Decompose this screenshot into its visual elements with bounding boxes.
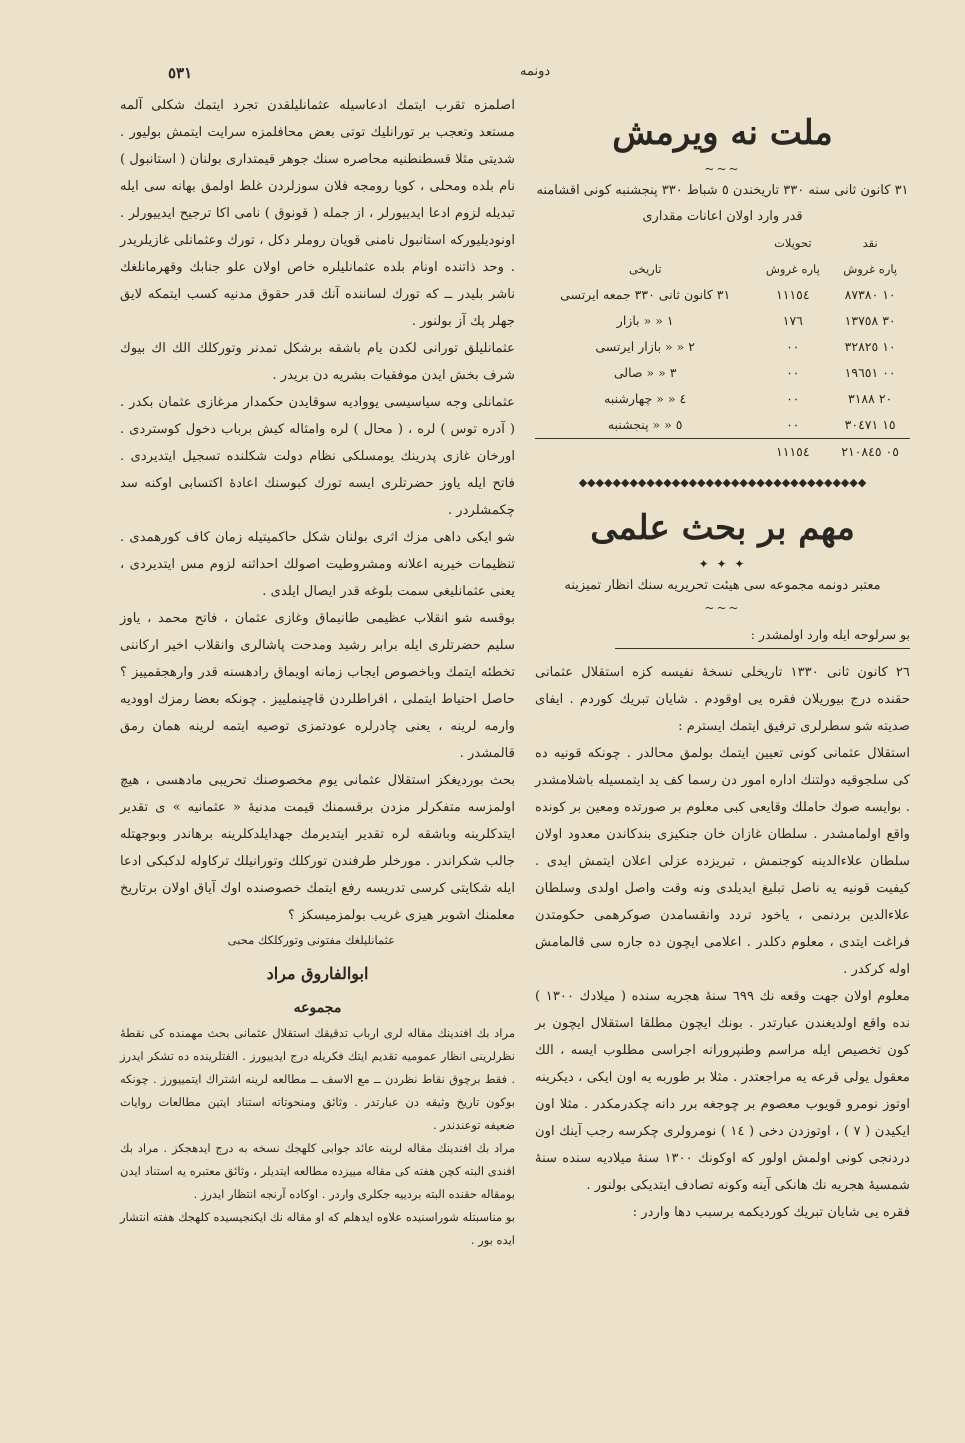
table-row bbox=[535, 282, 910, 308]
table-row bbox=[535, 334, 910, 360]
left-paragraph: عثمانلیلق تورانی لكدن یام باشقه برشكل تمدنر وتوركلك الك اك بیوك شرف بخش ایدن موفقیات بشریه دن بریدر . bbox=[120, 341, 515, 383]
donations-intro: ٣١ كانون ثانی سنه ٣٣٠ تاریخندن ٥ شباط ٣٣٠ پنجشنبه كونی اقشامنه قدر وارد اولان اعانات مقداری bbox=[536, 183, 909, 224]
editorial-paragraph: بو مناسبتله شوراسنیده علاوه ایدهلم كه او مقاله نك ایكنجیسیده كلهجك هفته انتشار ایده بور . bbox=[120, 1210, 515, 1247]
right-paragraph: استقلال عثمانی كونی تعیین ایتمك بولمق محالدر . چونكه قونیه ده كی سلجوقیه دولتنك اداره امور دن رسما كف ید ایتمسیله باشلامشدر . بوایسه صوك حاملك وقایعی كبی معلوم بر صورتده ومعین بر كونده واقع اولمامشدر . سلطان غازان خان جنكیزی بندكاندن معدود اولان سلطان علاءالدینه كوجنمش ، تبریزده عزلی اعلان ایتمش ایدی . كیفیت قونیه یه ناصل تبلیغ ایدیلدی ونه وقت واصل اولدی وسلطان علاءالدین بردنمی ، یاخود تردد وانقسامدن صوكرهمی حكومتدن فراغت ایتدی ، معلوم دكلدر . اعلامی ایچون ده جاره سی قالمامش اوله كركدر . bbox=[535, 746, 910, 977]
cell-date: ٥ « « پنجشنبه bbox=[607, 417, 683, 432]
editorial-paragraph: مراد بك افندینك مقاله لری ارباب تدقیقك استقلال عثمانی بحث مهمنده كی نقطهٔ نظرلرینی انظار عمومیه تقدیم ایتك فكریله درج ایدییورز . الفتلرینده ده تشكر ایدرز . فقط برچوق نقاط نظردن ــ مع الاسف ــ مطالعه لرینه اشتراك ایتمییورز . چونكه بوكون تاریخ وثیقه دن عبارتدر . وثائق ومنحوتاته استناد ایتین مطالعات روایات ضعیفه توعندندر . bbox=[120, 1026, 515, 1132]
ornament-stars: ✦ ✦ ✦ bbox=[698, 557, 747, 571]
cell-naqd: ٣٠ ١٣٧٥٨ bbox=[844, 313, 896, 328]
right-paragraph: معلوم اولان جهت وقعه نك ٦٩٩ سنهٔ هجریه سنده ( میلادك ١٣٠٠ ) نده واقع اولدیغندن عبارتدر . بونك ایچون مطلقا استقلال ایچون بر كون تخصیص ایله مراسم وطنپرورانه اجراسی مطلوب ایسه ، الك معقول یولی قرعه یه مراجعتدر . مثلا بر طوربه یه اون ایكی ، دیكرینه اوتوز نومرو قویوب معصوم بر چوجغه برر دانه چكدرمكدر . مثلا اون ایكیدن ( ٧ ) ، اوتوزدن دخی ( ١٤ ) نومرولری چكرسه رجب آینك اون دردنجی كونی اولمش اولور كه اوكونك ١٣٠٠ سنهٔ میلادیه سنده سنهٔ شمسیهٔ هجریه نك هانكی آینه وكونه تصادف ایتدیكی بولنور . bbox=[535, 989, 910, 1193]
section-title: مهم بر بحث علمی bbox=[590, 508, 855, 548]
donations-table bbox=[535, 230, 910, 465]
col-group-naqd: نقد bbox=[862, 236, 878, 250]
cell-date: ٢ « « بازار ایرتسی bbox=[595, 339, 695, 354]
left-column bbox=[120, 92, 515, 1252]
address-line: معتبر دونمه مجموعه سی هیئت تحریریه سنك انظار تمیزینه bbox=[564, 578, 881, 593]
page-number: ٥٣١ bbox=[168, 64, 193, 82]
left-paragraph: عثمانلی وجه سیاسیسی یووادیه سوقایدن حكمدار مرغازی عثمان بكدر . ( آدره توس ) لره ، ( محال ) لره وامثاله كیش برباب دخول كوستردی . اورخان غازی پدرینك یومسلكی نظام دولت شكلنده تسجیل ایتدیردی . فاتح ایله یاوز حضرتلری ایسه تورك كبوسنك اعادهٔ اكتسابی اوكنه سد چكمشلردر . bbox=[120, 395, 515, 518]
right-paragraph: فقره یی شایان تبریك كوردیكمه برسبب دها واردر : bbox=[632, 1205, 910, 1220]
cell-naqd: ١٠ ٨٧٣٨٠ bbox=[844, 287, 896, 302]
table-row bbox=[535, 386, 910, 412]
cell-tahvil: ١٧٦ bbox=[782, 313, 803, 328]
section-title: ملت نه ویرمش bbox=[612, 113, 833, 153]
col-header-date: تاریخی bbox=[628, 262, 662, 276]
total-tahvil: ١١١٥٤ bbox=[755, 439, 830, 466]
dotted-separator: ◆◆◆◆◆◆◆◆◆◆◆◆◆◆◆◆◆◆◆◆◆◆◆◆◆◆◆◆◆◆◆◆◆◆ bbox=[578, 476, 867, 489]
cell-tahvil: ٠٠ bbox=[786, 339, 800, 354]
col-group-tahvilat: تحویلات bbox=[774, 236, 812, 250]
ornament-rule: ~~~ bbox=[704, 601, 741, 615]
table-row bbox=[535, 412, 910, 439]
table-row bbox=[535, 308, 910, 334]
cell-naqd: ٠٠ ١٩٦٥١ bbox=[844, 365, 896, 380]
editorial-heading: مجموعه bbox=[293, 1000, 342, 1016]
left-paragraph: بوقسه شو انقلاب عظیمی طانیماق وغازی عثمان ، فاتح محمد ، یاوز سلیم حضرتلری ایله برابر رشید ومدحت پاشالری وانقلاب اخیر اركاننی تخطئه ایتمك وباخصوص ایجاب زمانه اویماق رادهسنه قدر وارهجقمییز ؟ حاصل احتیاط ایتملی ، افراطلردن قاچینملییز . چونكه بعضا رمزك اوودیه وارمه لرینه ، یعنی چادرلره عودتمزی توصیه ایتمه لرینه همان رمق قالمشدر . bbox=[120, 611, 515, 761]
cell-naqd: ٢٠ ٣١٨٨ bbox=[848, 391, 893, 406]
total-naqd: ٠٥ ٢١٠٨٤٥ bbox=[830, 439, 910, 466]
cell-date: ١ « « بازار bbox=[616, 313, 674, 328]
cell-naqd: ١٠ ٣٢٨٢٥ bbox=[844, 339, 896, 354]
editorial-paragraph: مراد بك افندینك مقاله لرینه عائد جوابی كلهجك نسخه به درج ایدهجكز . مراد بك افندی البته كچن هفته كی مقاله مییزده مطالعه ایتدیلر ، وثائق معتبره یه استناد ایدن بومقاله حقنده البته بردییه جكلری واردر . اوكاده آرنجه انتظار ایدرز . bbox=[120, 1141, 515, 1201]
right-column bbox=[535, 100, 910, 1226]
col-header-naqd: پاره غروش bbox=[843, 262, 898, 276]
cell-date: ٣ « « صالی bbox=[613, 365, 677, 380]
signature: ابوالفاروق مراد bbox=[266, 964, 369, 983]
cell-tahvil: ٠٠ bbox=[786, 365, 800, 380]
table-row bbox=[535, 360, 910, 386]
cell-tahvil: ٠٠ bbox=[786, 391, 800, 406]
col-header-tahvilat: پاره غروش bbox=[765, 262, 820, 276]
cell-tahvil: ١١١٥٤ bbox=[776, 287, 810, 302]
cell-tahvil: ٠٠ bbox=[786, 417, 800, 432]
cell-naqd: ١٥ ٣٠٤٧١ bbox=[844, 417, 896, 432]
left-paragraph: شو ایكی داهی مزك اثری بولنان شكل حاكمیتیله زمان كاف كورهمدی . تنظیمات خیریه اعلانه ومشروطیت اصولك احداثنه لزوم مس ایتدیردی ، یعنی عثمانلیغی سمت بلوغه قدر ایصال ایلدی . bbox=[120, 530, 515, 599]
left-paragraph: اصلمزه تقرب ایتمك ادعاسیله عثمانلیلقدن تجرد ایتمك شكلی آلمه مستعد وتعجب بر تورانلیك توتی بعض محافلمزه سرایت ایتمش بولیور . شدیتی مثلا قسطنطنیه محاصره سنك جوهر قیمتداری بولنان ( استانبول ) نام بلده ومحلی ، كویا رومجه فلان سوزلردن غلط اولمق بهانه سی ایله تبدیله لزوم ادعا ایدییورلر ، از جمله ( قونوق ) نامی اكا ترجیح ایدییورلر . اونودیلیوركه استانبول نامنی قویان روملر دكل ، تورك وعثمانلی غازیلریدر . وحد ذاتنده اونام بلده عثمانلیلره خاص اولان علو جنابك وقهرمانلغك ناشر بلیدر ــ كه تورك لساننده آنك قدر حقوق مدنیه كسب ایتمكه لایق جهلر پك آز بولنور . bbox=[120, 98, 515, 329]
left-paragraph: بحث بوردیغكز استقلال عثمانی یوم مخصوصنك تحریبی مادهسی ، هیچ اولمزسه متفكرلر مزدن برقسمنك قیمت مدنیهٔ « عثمانیه » ی تقدیر ایتدكلرینه وباشقه لره تقدیر ایتدیرمك جهدایلدكلرینه برهاندر وبوجهتله جالب شكراندر . مورخلر طرفندن توركلك وتورانیلك تركاوله لدكبكی ادعا ایله شكایتی كرسی تدریسه رفع ایتمك خصوصنده اوك آیاق اولان برتاریخ معلمنك اشوبر هیزی غریب بولمزمیسكز ؟ bbox=[120, 773, 515, 923]
journal-name: دونمه bbox=[520, 64, 551, 79]
received-line: بو سرلوحه ایله وارد اولمشدر : bbox=[615, 621, 910, 649]
signature-note: عثمانلیلغك مفتونی وتوركلكك محبی bbox=[227, 933, 395, 947]
cell-date: ٤ « « چهارشنبه bbox=[604, 391, 687, 406]
ornament-rule: ~~~ bbox=[704, 162, 741, 176]
table-total-row bbox=[535, 439, 910, 466]
right-paragraph: ٢٦ كانون ثانی ١٣٣٠ تاریخلی نسخهٔ نفیسه كزه استقلال عثمانی حقنده درج بیوریلان فقره یی اوقودم . شایان تبریك كوردم . ایفای صدیته شو سطرلری ترفیق ایتمك ایسترم : bbox=[535, 665, 910, 734]
cell-date: ٣١ كانون ثانی ٣٣٠ جمعه ایرتسی bbox=[560, 287, 731, 302]
